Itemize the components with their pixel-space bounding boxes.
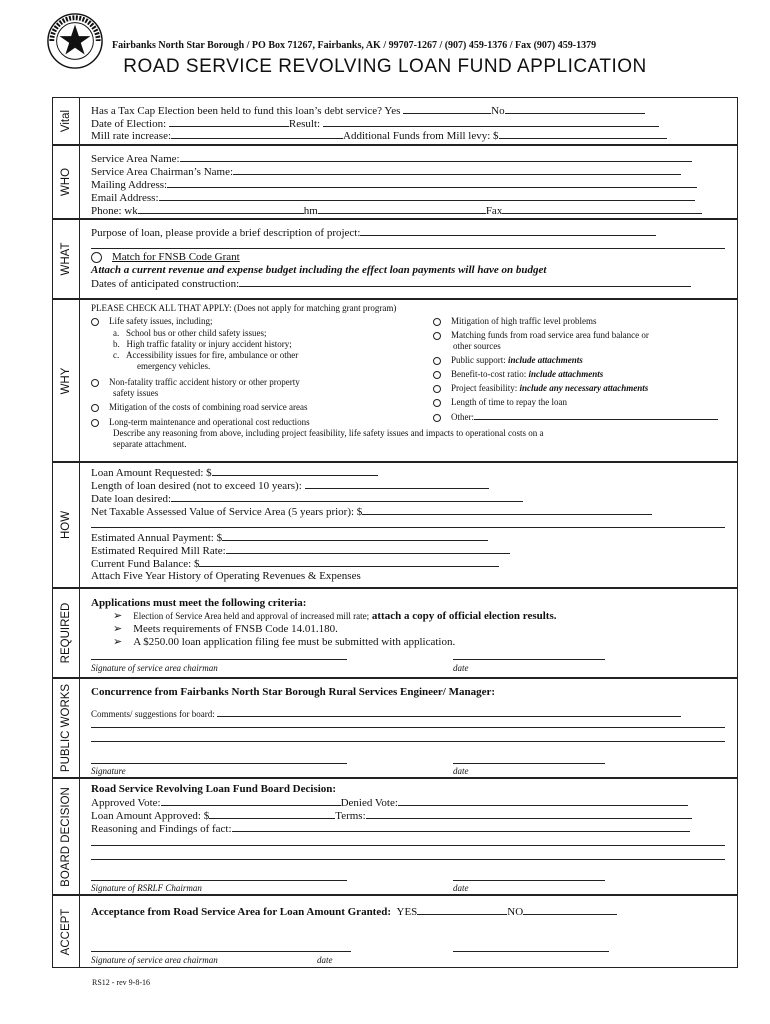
phone-hm-field[interactable] [318,204,486,214]
additional-funds-field[interactable] [499,129,667,139]
election-date-field[interactable] [169,117,289,127]
comments-field[interactable] [217,708,681,717]
feasibility-radio[interactable] [433,385,441,393]
required-heading: Applications must meet the following criteria: [91,597,307,609]
high-traffic-radio[interactable] [433,318,441,326]
matching-funds-radio[interactable] [433,332,441,340]
purpose-field[interactable] [360,226,656,236]
comments-line-3[interactable] [91,741,725,742]
public-works-heading: Concurrence from Fairbanks North Star Borough Rural Services Engineer/ Manager: [91,686,496,698]
accept-date-line[interactable] [453,951,609,952]
fund-balance-field[interactable] [199,557,499,567]
other-field[interactable] [474,411,718,420]
service-area-name-field[interactable] [180,152,692,162]
construction-dates-field[interactable] [239,277,691,287]
tax-cap-no-field[interactable] [505,104,645,114]
loan-approved-field[interactable] [209,809,335,819]
comments-line-2[interactable] [91,727,725,728]
reasoning-line-2[interactable] [91,845,725,846]
long-term-radio[interactable] [91,419,99,427]
denied-vote-field[interactable] [398,796,688,806]
rsrlf-signature-line[interactable] [91,880,347,881]
header-address: Fairbanks North Star Borough / PO Box 71267, Fairbanks, AK / 99707-1267 / (907) 459-1376 / Fax (907) 459-1379 [112,40,597,51]
result-field[interactable] [323,117,659,127]
mailing-address-field[interactable] [167,178,697,188]
tax-cap-question: Has a Tax Cap Election been held to fund this loan’s debt service? Yes [91,105,401,117]
section-what: WHAT Purpose of loan, please provide a brief description of project: Match for FNSB Code Grant Attach a current revenue and expense budget including the effect loan payments will have on budget Dates of anticipated construction: [52,219,738,299]
email-field[interactable] [159,191,695,201]
section-board-decision: BOARD DECISION Road Service Revolving Loan Fund Board Decision: Approved Vote: Denied Vote: Loan Amount Approved: $ Terms: Reasoning and Findings of fact: Signature of RSRLF Chairman date [52,778,738,895]
loan-amount-field[interactable] [212,466,378,476]
section-vital: Vital Has a Tax Cap Election been held to fund this loan’s debt service? Yes No Date of Election: Result: Mill rate increase: Additional Funds from Mill levy: $ [52,97,738,145]
engineer-date-line[interactable] [453,763,605,764]
engineer-signature-line[interactable] [91,763,347,764]
non-fatality-radio[interactable] [91,379,99,387]
terms-field[interactable] [366,809,692,819]
rsrlf-date-line[interactable] [453,880,605,881]
chairman-name-field[interactable] [233,165,681,175]
fax-field[interactable] [502,204,702,214]
mitigation-costs-radio[interactable] [91,404,99,412]
match-grant-radio[interactable] [91,252,102,263]
accept-yes-field[interactable] [417,905,507,915]
board-heading: Road Service Revolving Loan Fund Board Decision: [91,783,337,795]
purpose-line-2[interactable] [91,248,725,249]
reasoning-field[interactable] [232,822,690,832]
repay-length-radio[interactable] [433,399,441,407]
approved-vote-field[interactable] [161,796,341,806]
accept-heading: Acceptance from Road Service Area for Loan Amount Granted: [91,906,392,918]
section-label: Vital [60,109,72,133]
other-radio[interactable] [433,414,441,422]
phone-wk-field[interactable] [138,204,304,214]
page-title: ROAD SERVICE REVOLVING LOAN FUND APPLICATION [123,56,647,77]
life-safety-radio[interactable] [91,318,99,326]
chairman-signature-line[interactable] [91,659,347,660]
section-who: WHO Service Area Name: Service Area Chairman’s Name: Mailing Address: Email Address: Phone: wk hm Fax [52,145,738,219]
section-public-works: PUBLIC WORKS Concurrence from Fairbanks North Star Borough Rural Services Engineer/ Manager: Comments/ suggestions for board: Signature date [52,678,738,778]
attach-budget-note: Attach a current revenue and expense budget including the effect loan payments will have on budget [91,264,547,276]
benefit-cost-radio[interactable] [433,371,441,379]
public-support-radio[interactable] [433,357,441,365]
section-required: REQUIRED Applications must meet the following criteria: ➢ Election of Service Area held and approval of increased mill rate; attach a copy of official election results. ➢ Meets requirements of FNSB Code 14.01.180. ➢ A $250.00 loan application filing fee must be submitted with application. Signature of service area chairman date [52,588,738,678]
why-intro: PLEASE CHECK ALL THAT APPLY: (Does not apply for matching grant program) [91,303,397,313]
mill-rate-field[interactable] [171,129,343,139]
revision-footer: RS12 - rev 9-8-16 [92,978,150,987]
section-accept: ACCEPT Acceptance from Road Service Area for Loan Amount Granted: YES NO Signature of service area chairman date [52,895,738,968]
accept-signature-line[interactable] [91,951,351,952]
chairman-date-line[interactable] [453,659,605,660]
required-mill-rate-field[interactable] [226,544,510,554]
loan-length-field[interactable] [305,479,489,489]
accept-no-field[interactable] [523,905,617,915]
section-why: WHY PLEASE CHECK ALL THAT APPLY: (Does not apply for matching grant program) Life safety issues, including; a. School bus or other child safety issues; b. High traffic fatality or injury accident history; c. Accessibility issues for fire, ambulance or other emergency vehicles. Non-fatality traffic accident history or other property safety issues Mitigation of the costs of combining road service areas Long-term maintenance and operational cost reductions Mitigation of high traffic level problems Matching funds from road service area fund balance or other sources Public support: include attachments Benefit-to-cost ratio: include attachments Project feasibility: include any necessary attachments Length of time to repay the loan Other: Describe any reasoning from above, including project feasibility, life safety issues and impacts to operational costs on a separate attachment. [52,299,738,462]
tax-cap-yes-field[interactable] [403,104,491,114]
reasoning-line-3[interactable] [91,859,725,860]
taxable-value-field[interactable] [362,505,652,515]
loan-date-field[interactable] [171,492,523,502]
section-how: HOW Loan Amount Requested: $ Length of loan desired (not to exceed 10 years): Date loan desired: Net Taxable Assessed Value of Service Area (5 years prior): $ Estimated Annual Payment: $ Estimated Required Mill Rate: Current Fund Balance: $ Attach Five Year History of Operating Revenues & Expenses [52,462,738,588]
taxable-line-2[interactable] [91,527,725,528]
annual-payment-field[interactable] [222,531,488,541]
